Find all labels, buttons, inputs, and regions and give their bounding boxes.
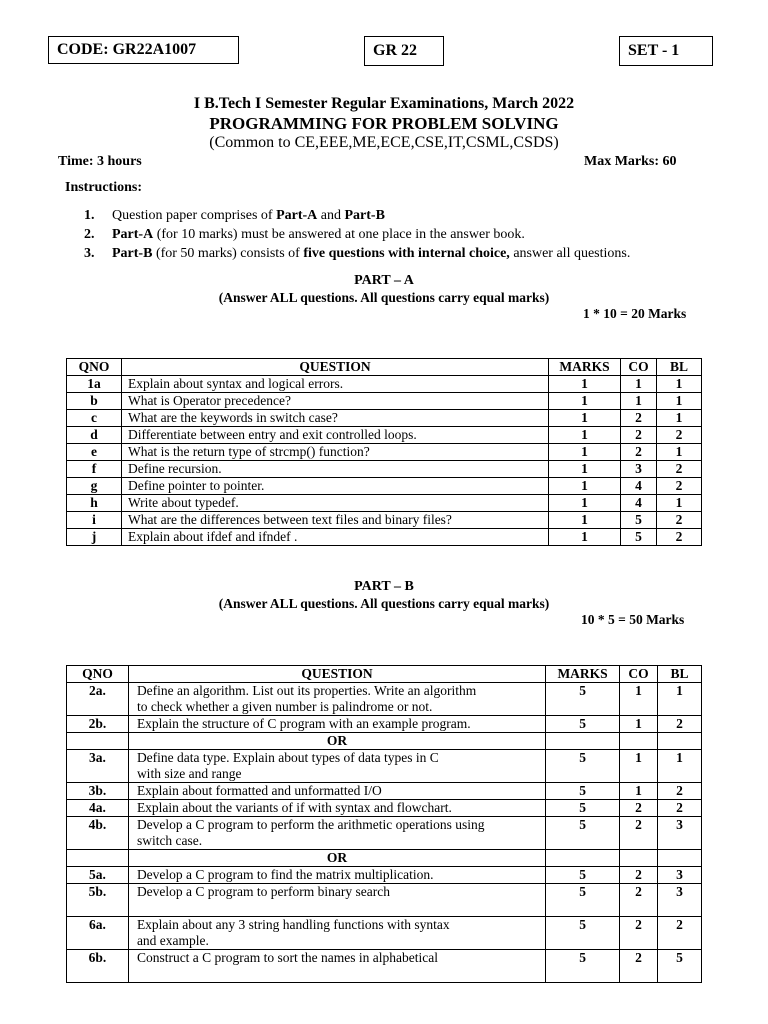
co-cell: 4 (621, 495, 657, 512)
question-cell: Differentiate between entry and exit controlled loops. (121, 427, 548, 444)
common-to: (Common to CE,EEE,ME,ECE,CSE,IT,CSML,CSDS) (209, 134, 559, 151)
table-row (67, 800, 702, 817)
qno-cell: d (67, 427, 122, 444)
qno-cell: g (67, 478, 122, 495)
table-row (67, 461, 702, 478)
column-header: BL (658, 666, 702, 683)
regulation-box (364, 36, 444, 66)
question-cell (128, 750, 545, 783)
instruction-fragment: Question paper comprises of (112, 208, 277, 223)
or-row (67, 733, 702, 750)
column-header: MARKS (549, 359, 621, 376)
column-header: CO (621, 359, 657, 376)
qno-cell: h (67, 495, 122, 512)
question-cell: Write about typedef. (121, 495, 548, 512)
question-line: switch case. (136, 833, 203, 848)
question-cell (128, 800, 545, 817)
instruction-number: 1. (84, 208, 95, 223)
table-row (67, 716, 702, 733)
column-header: MARKS (546, 666, 620, 683)
instruction-fragment: Part-A (276, 208, 318, 223)
bl-cell: 2 (657, 529, 702, 546)
question-line: Develop a C program to find the matrix multiplication. (136, 867, 434, 882)
column-header: QNO (67, 666, 129, 683)
instruction-fragment: Part-A (112, 227, 154, 242)
table-row (67, 427, 702, 444)
bl-cell: 2 (657, 478, 702, 495)
qno-cell: 4b. (67, 817, 129, 850)
table-row (67, 750, 702, 783)
instruction-fragment: and (317, 208, 345, 223)
exam-title: I B.Tech I Semester Regular Examinations, March 2022 (193, 95, 575, 112)
question-line: Construct a C program to sort the names in alphabetical (136, 950, 438, 965)
table-row (67, 884, 702, 917)
bl-cell: 3 (658, 867, 702, 884)
bl-cell: 3 (658, 884, 702, 917)
question-line: Develop a C program to perform the arithmetic operations using (136, 817, 485, 832)
question-cell: What is Operator precedence? (121, 393, 548, 410)
column-header: QUESTION (121, 359, 548, 376)
blank-cell (546, 733, 620, 750)
qno-cell: 4a. (67, 800, 129, 817)
instruction-number: 2. (84, 227, 95, 242)
table-row (67, 393, 702, 410)
table-row (67, 683, 702, 716)
co-cell: 5 (621, 512, 657, 529)
question-cell (128, 917, 545, 950)
bl-cell: 1 (658, 750, 702, 783)
question-line: with size and range (136, 766, 242, 781)
table-row (67, 529, 702, 546)
question-cell (128, 716, 545, 733)
co-cell: 2 (620, 950, 658, 983)
question-cell: Explain about syntax and logical errors. (121, 376, 548, 393)
marks-cell: 5 (546, 884, 620, 917)
marks-cell: 1 (549, 376, 621, 393)
bl-cell: 2 (657, 512, 702, 529)
code-box (48, 36, 239, 64)
question-cell (128, 950, 545, 983)
marks-cell: 1 (549, 512, 621, 529)
co-cell: 2 (620, 884, 658, 917)
bl-cell: 2 (658, 917, 702, 950)
table-row (67, 495, 702, 512)
question-cell (128, 884, 545, 917)
instruction-number: 3. (84, 246, 95, 261)
part-b-heading: PART – B (354, 579, 414, 594)
question-cell: Define pointer to pointer. (121, 478, 548, 495)
bl-cell: 1 (657, 444, 702, 461)
co-cell: 1 (620, 750, 658, 783)
or-label: OR (128, 850, 545, 867)
table-row (67, 950, 702, 983)
question-line: Define an algorithm. List out its properties. Write an algorithm (136, 683, 477, 698)
part-a-table (66, 358, 702, 546)
set-box (619, 36, 713, 66)
question-cell: What are the keywords in switch case? (121, 410, 548, 427)
question-cell (128, 783, 545, 800)
column-header: BL (657, 359, 702, 376)
blank-cell (658, 850, 702, 867)
question-line: Explain about any 3 string handling functions with syntax (136, 917, 450, 932)
blank-cell (67, 733, 129, 750)
marks-cell: 5 (546, 817, 620, 850)
marks-cell: 1 (549, 427, 621, 444)
column-header: QUESTION (128, 666, 545, 683)
question-cell (128, 817, 545, 850)
bl-cell: 1 (657, 376, 702, 393)
question-line: to check whether a given number is palindrome or not. (136, 699, 433, 714)
question-cell (128, 683, 545, 716)
co-cell: 1 (620, 683, 658, 716)
qno-cell: 2a. (67, 683, 129, 716)
table-row (67, 817, 702, 850)
instruction-fragment: Part-B (112, 246, 153, 261)
table-row (67, 444, 702, 461)
column-header: CO (620, 666, 658, 683)
question-line: Explain the structure of C program with an example program. (136, 716, 471, 731)
set-label: SET - 1 (628, 42, 680, 59)
question-cell (128, 867, 545, 884)
bl-cell: 1 (657, 495, 702, 512)
marks-cell: 1 (549, 461, 621, 478)
qno-cell: f (67, 461, 122, 478)
co-cell: 4 (621, 478, 657, 495)
blank-cell (658, 733, 702, 750)
blank-cell (620, 733, 658, 750)
qno-cell: 6b. (67, 950, 129, 983)
marks-cell: 5 (546, 950, 620, 983)
table-row (67, 783, 702, 800)
qno-cell: 2b. (67, 716, 129, 733)
code-value: : GR22A1007 (103, 41, 197, 58)
co-cell: 1 (620, 716, 658, 733)
co-cell: 2 (620, 817, 658, 850)
marks-cell: 5 (546, 750, 620, 783)
part-a-marks: 1 * 10 = 20 Marks (583, 306, 687, 321)
code-label: CODE (57, 41, 104, 58)
bl-cell: 3 (658, 817, 702, 850)
qno-cell: 3a. (67, 750, 129, 783)
bl-cell: 1 (657, 410, 702, 427)
co-cell: 1 (621, 393, 657, 410)
instruction-fragment: Part-B (344, 208, 385, 223)
question-line: Explain about the variants of if with syntax and flowchart. (136, 800, 452, 815)
co-cell: 2 (620, 917, 658, 950)
instructions-heading: Instructions: (65, 180, 143, 195)
qno-cell: i (67, 512, 122, 529)
or-label: OR (128, 733, 545, 750)
marks-cell: 5 (546, 800, 620, 817)
qno-cell: 3b. (67, 783, 129, 800)
marks-cell: 1 (549, 529, 621, 546)
qno-cell: 1a (67, 376, 122, 393)
table-header-row (67, 359, 702, 376)
part-b-marks: 10 * 5 = 50 Marks (581, 612, 685, 627)
table-row (67, 512, 702, 529)
qno-cell: 5b. (67, 884, 129, 917)
table-row (67, 410, 702, 427)
marks-cell: 1 (549, 393, 621, 410)
instruction-text (112, 208, 385, 224)
co-cell: 2 (620, 800, 658, 817)
question-line: and example. (136, 933, 209, 948)
marks-cell: 1 (549, 495, 621, 512)
marks-cell: 5 (546, 716, 620, 733)
question-cell: Explain about ifdef and ifndef . (121, 529, 548, 546)
qno-cell: 6a. (67, 917, 129, 950)
instruction-fragment: five questions with internal choice, (303, 246, 510, 261)
co-cell: 2 (621, 444, 657, 461)
qno-cell: b (67, 393, 122, 410)
marks-cell: 5 (546, 783, 620, 800)
co-cell: 1 (620, 783, 658, 800)
part-b-table (66, 665, 702, 983)
question-line (137, 966, 541, 982)
bl-cell: 2 (657, 427, 702, 444)
marks-cell: 1 (549, 444, 621, 461)
question-cell: What are the differences between text files and binary files? (121, 512, 548, 529)
regulation-label: GR 22 (373, 42, 417, 59)
marks-cell: 1 (549, 410, 621, 427)
instruction-text (112, 227, 525, 243)
bl-cell: 2 (657, 461, 702, 478)
bl-cell: 2 (658, 800, 702, 817)
instruction-text (112, 246, 630, 262)
table-row (67, 867, 702, 884)
table-row (67, 478, 702, 495)
bl-cell: 2 (658, 783, 702, 800)
bl-cell: 5 (658, 950, 702, 983)
part-a-heading: PART – A (354, 273, 414, 288)
blank-cell (546, 850, 620, 867)
question-cell: Define recursion. (121, 461, 548, 478)
question-line: Define data type. Explain about types of data types in C (136, 750, 439, 765)
qno-cell: j (67, 529, 122, 546)
or-row (67, 850, 702, 867)
question-line: Develop a C program to perform binary search (136, 884, 390, 899)
co-cell: 2 (621, 427, 657, 444)
marks-cell: 5 (546, 683, 620, 716)
co-cell: 5 (621, 529, 657, 546)
blank-cell (67, 850, 129, 867)
marks-cell: 5 (546, 917, 620, 950)
blank-cell (620, 850, 658, 867)
question-line: Explain about formatted and unformatted I/O (136, 783, 382, 798)
bl-cell: 2 (658, 716, 702, 733)
bl-cell: 1 (657, 393, 702, 410)
co-cell: 2 (620, 867, 658, 884)
instruction-fragment: (for 10 marks) must be answered at one place in the answer book. (153, 227, 525, 242)
subject-title: PROGRAMMING FOR PROBLEM SOLVING (209, 114, 559, 133)
marks-cell: 1 (549, 478, 621, 495)
qno-cell: 5a. (67, 867, 129, 884)
co-cell: 3 (621, 461, 657, 478)
qno-cell: c (67, 410, 122, 427)
marks-cell: 5 (546, 867, 620, 884)
max-marks: Max Marks: 60 (584, 154, 677, 169)
instruction-fragment: answer all questions. (509, 246, 631, 261)
table-header-row (67, 666, 702, 683)
column-header: QNO (67, 359, 122, 376)
table-row (67, 917, 702, 950)
part-b-note: (Answer ALL questions. All questions carry equal marks) (218, 596, 550, 611)
co-cell: 1 (621, 376, 657, 393)
time: Time: 3 hours (58, 154, 142, 169)
part-a-note: (Answer ALL questions. All questions carry equal marks) (218, 290, 550, 305)
instruction-fragment: (for 50 marks) consists of (152, 246, 304, 261)
table-row (67, 376, 702, 393)
question-line (137, 900, 541, 916)
qno-cell: e (67, 444, 122, 461)
co-cell: 2 (621, 410, 657, 427)
bl-cell: 1 (658, 683, 702, 716)
question-cell: What is the return type of strcmp() function? (121, 444, 548, 461)
